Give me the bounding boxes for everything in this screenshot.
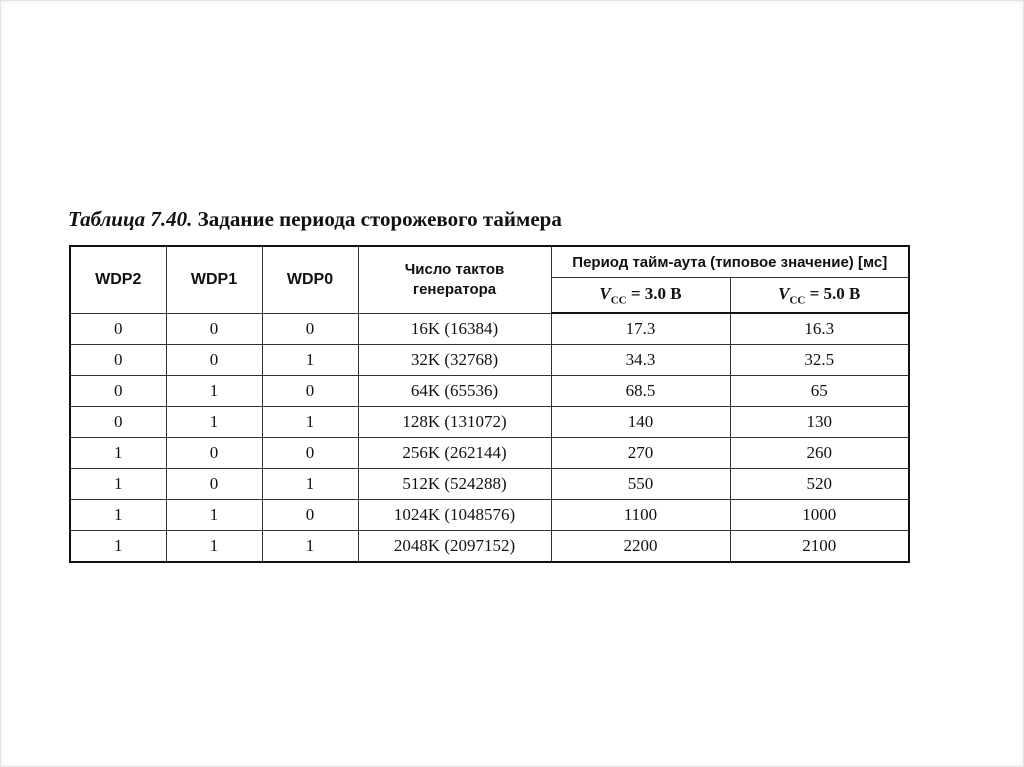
cell-wdp0: 0 [262, 376, 358, 407]
header-wdp0: WDP0 [262, 246, 358, 313]
cell-wdp2: 1 [70, 500, 166, 531]
watchdog-period-table [69, 245, 910, 563]
cell-timeout-5v: 16.3 [730, 313, 909, 345]
cell-timeout-3v: 140 [551, 407, 730, 438]
cell-wdp1: 0 [166, 345, 262, 376]
table-body [70, 313, 909, 562]
header-vcc-5v [730, 278, 909, 314]
header-clock-cycles-line2: генератора [412, 280, 497, 298]
table-row [70, 469, 909, 500]
cell-timeout-3v: 2200 [551, 531, 730, 563]
table-caption [68, 207, 562, 232]
cell-wdp0: 1 [262, 531, 358, 563]
cell-clock-cycles: 512K (524288) [358, 469, 551, 500]
cell-timeout-3v: 550 [551, 469, 730, 500]
cell-clock-cycles: 1024K (1048576) [358, 500, 551, 531]
cell-wdp0: 0 [262, 500, 358, 531]
cell-timeout-5v: 260 [730, 438, 909, 469]
cell-timeout-3v: 34.3 [551, 345, 730, 376]
caption-title: Задание периода сторожевого таймера [197, 207, 562, 231]
header-wdp2: WDP2 [70, 246, 166, 313]
cell-timeout-5v: 32.5 [730, 345, 909, 376]
cell-wdp1: 0 [166, 469, 262, 500]
cell-clock-cycles: 2048K (2097152) [358, 531, 551, 563]
cell-wdp1: 1 [166, 407, 262, 438]
cell-timeout-3v: 1100 [551, 500, 730, 531]
cell-wdp0: 0 [262, 313, 358, 345]
header-vcc-3v [551, 278, 730, 314]
cell-timeout-5v: 130 [730, 407, 909, 438]
cell-wdp0: 1 [262, 469, 358, 500]
cell-wdp2: 0 [70, 407, 166, 438]
cell-wdp2: 0 [70, 313, 166, 345]
header-clock-cycles-line1: Число тактов [404, 260, 505, 278]
table-row [70, 531, 909, 563]
cell-wdp0: 0 [262, 438, 358, 469]
cell-timeout-5v: 65 [730, 376, 909, 407]
cell-clock-cycles: 256K (262144) [358, 438, 551, 469]
cell-wdp0: 1 [262, 407, 358, 438]
vcc-5v-subscript: CC [789, 294, 806, 307]
caption-number: Таблица 7.40. [68, 207, 193, 231]
table-row [70, 345, 909, 376]
vcc-3v-symbol: V [599, 283, 611, 303]
cell-timeout-5v: 2100 [730, 531, 909, 563]
cell-wdp1: 0 [166, 438, 262, 469]
cell-timeout-3v: 68.5 [551, 376, 730, 407]
table-row [70, 438, 909, 469]
cell-timeout-3v: 270 [551, 438, 730, 469]
header-wdp1: WDP1 [166, 246, 262, 313]
cell-wdp1: 1 [166, 531, 262, 563]
cell-wdp2: 1 [70, 469, 166, 500]
cell-timeout-3v: 17.3 [551, 313, 730, 345]
cell-wdp1: 1 [166, 376, 262, 407]
table-row [70, 407, 909, 438]
vcc-3v-subscript: CC [610, 294, 627, 307]
header-timeout-group: Период тайм-аута (типовое значение) [мс] [551, 246, 909, 278]
cell-wdp1: 1 [166, 500, 262, 531]
cell-timeout-5v: 520 [730, 469, 909, 500]
table-row [70, 376, 909, 407]
vcc-5v-symbol: V [778, 283, 790, 303]
cell-clock-cycles: 32K (32768) [358, 345, 551, 376]
vcc-5v-value: = 5.0 В [805, 283, 861, 303]
cell-wdp2: 1 [70, 531, 166, 563]
cell-wdp2: 1 [70, 438, 166, 469]
cell-wdp0: 1 [262, 345, 358, 376]
table-row [70, 313, 909, 345]
cell-timeout-5v: 1000 [730, 500, 909, 531]
vcc-3v-value: = 3.0 В [626, 283, 682, 303]
cell-wdp1: 0 [166, 313, 262, 345]
cell-clock-cycles: 64K (65536) [358, 376, 551, 407]
header-clock-cycles [358, 246, 551, 313]
cell-clock-cycles: 128K (131072) [358, 407, 551, 438]
cell-wdp2: 0 [70, 376, 166, 407]
cell-clock-cycles: 16K (16384) [358, 313, 551, 345]
cell-wdp2: 0 [70, 345, 166, 376]
table-row [70, 500, 909, 531]
